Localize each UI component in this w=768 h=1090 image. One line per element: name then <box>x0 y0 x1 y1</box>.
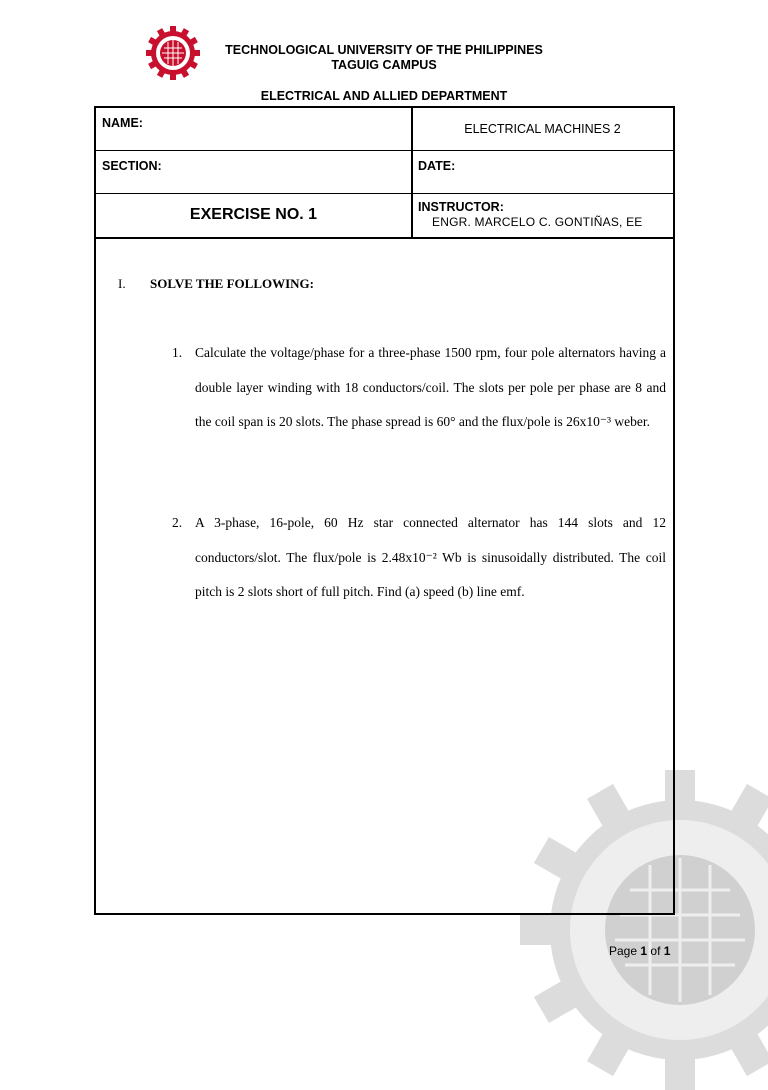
instructor-name: ENGR. MARCELO C. GONTIÑAS, EE <box>432 215 643 229</box>
question-item <box>172 336 666 440</box>
page-total: 1 <box>663 944 671 958</box>
form-row-section <box>96 151 673 194</box>
question-number: 2. <box>172 515 183 530</box>
question-text: A 3-phase, 16-pole, 60 Hz star connected alternator has 144 slots and 12 conductors/slot. The flux/pole is 2.48x10⁻² Wb is sinusoidally distributed. The coil pitch is 2 slots short of full pitch. Find (a) speed (b) line emf. <box>195 515 666 599</box>
section-title: SOLVE THE FOLLOWING: <box>150 276 314 291</box>
exercise-sheet <box>94 106 675 915</box>
section-number: I. <box>118 276 126 291</box>
page-footer <box>609 944 670 958</box>
page-word: Page <box>609 944 638 958</box>
question-number: 1. <box>172 345 183 360</box>
form-row-name <box>96 108 673 151</box>
name-label: NAME: <box>102 116 143 130</box>
university-name: TECHNOLOGICAL UNIVERSITY OF THE PHILIPPINES <box>225 43 543 57</box>
question-item <box>172 506 666 610</box>
department-name: ELECTRICAL AND ALLIED DEPARTMENT <box>260 89 508 103</box>
form-divider <box>411 108 413 239</box>
instructor-label: INSTRUCTOR: <box>418 200 504 214</box>
subject-title: ELECTRICAL MACHINES 2 <box>464 122 621 136</box>
exercise-title: EXERCISE NO. 1 <box>189 206 318 223</box>
date-label: DATE: <box>418 159 456 173</box>
form-row-exercise <box>96 194 673 239</box>
campus-name: TAGUIG CAMPUS <box>331 58 437 72</box>
of-word: of <box>650 944 661 958</box>
section-label: SECTION: <box>102 159 162 173</box>
page-current: 1 <box>640 944 648 958</box>
question-text: Calculate the voltage/phase for a three-phase 1500 rpm, four pole alternators having a double layer winding with 18 conductors/coil. The slots per pole per phase are 8 and the coil span is 20 slots. The phase spread is 60° and the flux/pole is 26x10⁻³ weber. <box>195 345 666 429</box>
